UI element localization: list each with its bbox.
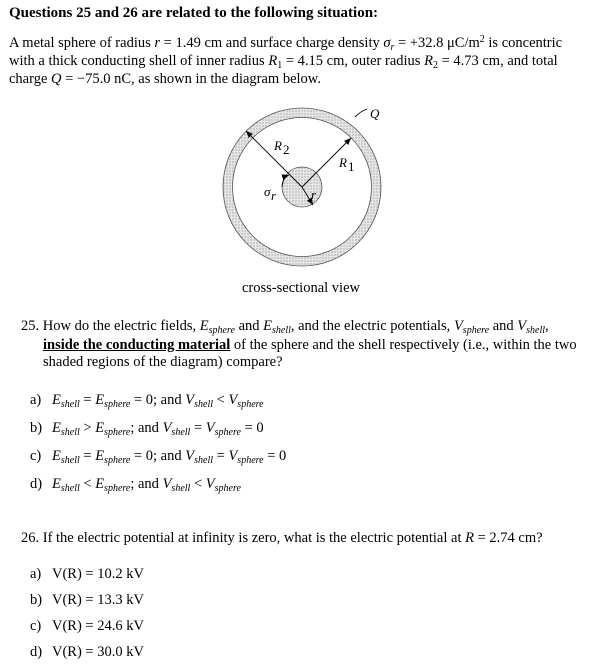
symbol-Q: Q [51,71,62,87]
q26-text: = 2.74 cm? [473,530,543,546]
option-text: V(R) = 10.2 kV [52,566,144,582]
option-letter: b) [30,420,43,436]
q26-option-b[interactable] [30,592,144,609]
label-R2: R [274,138,282,153]
R1-subscript: 1 [277,60,283,71]
sigma-subscript: r [390,42,395,53]
q25-option-d[interactable]: d) $E_{shell} < E_{sphere}$; and $V_{shell} < V_{sphere}$ [30,476,241,494]
q25-text: of the sphere and the shell respectively (i.e., within the two [230,337,577,353]
R2-value: = 4.73 cm, and total [437,53,558,69]
option-letter: c) [30,448,42,464]
label-r: r [311,187,317,202]
symbol-E: E [199,318,209,334]
q25-number: 25. [21,318,40,334]
option-letter: d) [30,476,43,492]
symbol-E: E [263,318,272,334]
q26-question [21,530,543,547]
symbol-R2: R [424,53,433,69]
charge-value: = −75.0 nC, as shown in the diagram below. [61,71,321,87]
q26-option-c[interactable] [30,618,144,635]
q26-option-a[interactable] [30,566,144,583]
q26-text: If the electric potential at infinity is zero, what is the electric potential at [42,530,466,546]
sigma-exponent: 2 [479,34,485,45]
q25-text: How do the electric fields, [42,318,200,334]
option-text: V(R) = 13.3 kV [52,592,144,608]
symbol-R1: R [268,53,278,69]
subscript-sphere: sphere [462,325,490,336]
q26-number: 26. [21,530,40,546]
symbol-r: r [154,35,161,51]
symbol-V: V [453,318,463,334]
q25-line-1 [21,318,549,335]
diagram-caption: cross-sectional view [242,280,360,296]
subscript-shell: shell [271,325,291,336]
label-R1-sub: 1 [348,159,355,174]
cross-section-diagram [205,95,405,275]
label-sigma-sub: r [271,188,277,203]
q25-option-b[interactable]: b) $E_{shell} > E_{sphere}$; and $V_{shell} = V_{sphere} = 0$ [30,420,264,438]
intro-text: charge [9,71,51,87]
q25-text: , [545,318,549,334]
q26-option-d[interactable] [30,644,144,661]
radius-value: = 1.49 cm and surface charge density [160,35,384,51]
q25-text: and [489,318,518,334]
Q-pointer [355,109,367,117]
subscript-sphere: sphere [208,325,235,336]
option-letter: b) [30,592,43,608]
R1-value: = 4.15 cm, outer radius [282,53,425,69]
q25-option-c[interactable]: c) $E_{shell} = E_{sphere} = 0$; and $V_{shell} = V_{sphere} = 0$ [30,448,287,466]
intro-line-3 [9,71,321,88]
option-letter: a) [30,566,42,582]
option-letter: a) [30,392,42,408]
sigma-value: = +32.8 μC/m [394,35,480,51]
symbol-R: R [465,530,474,546]
subscript-shell: shell [526,325,546,336]
q25-text: , and the electric potentials, [290,318,454,334]
option-text: V(R) = 30.0 kV [52,644,144,660]
label-R1: R [339,155,347,170]
intro-text: with a thick conducting shell of inner radius [9,53,269,69]
label-sigma: σ [264,184,271,199]
intro-line-1 [9,35,562,52]
option-letter: c) [30,618,42,634]
q25-option-a[interactable]: a) $E_{shell} = E_{sphere} = 0$; and $V_{shell} < V_{sphere}$ [30,392,264,410]
label-Q: Q [370,106,380,121]
option-letter: d) [30,644,43,660]
q25-emphasis: inside the conducting material [43,337,231,353]
intro-text: is concentric [484,35,563,51]
q25-line-2 [43,337,577,354]
q25-text: and [234,318,264,334]
symbol-V: V [517,318,527,334]
label-R2-sub: 2 [283,142,290,157]
section-heading: Questions 25 and 26 are related to the following situation: [9,5,379,21]
symbol-sigma: σ [383,35,391,51]
option-text: V(R) = 24.6 kV [52,618,144,634]
R2-subscript: 2 [432,60,438,71]
intro-text: A metal sphere of radius [9,35,155,51]
intro-line-2 [9,53,558,70]
q25-line-3: shaded regions of the diagram) compare? [43,354,283,370]
